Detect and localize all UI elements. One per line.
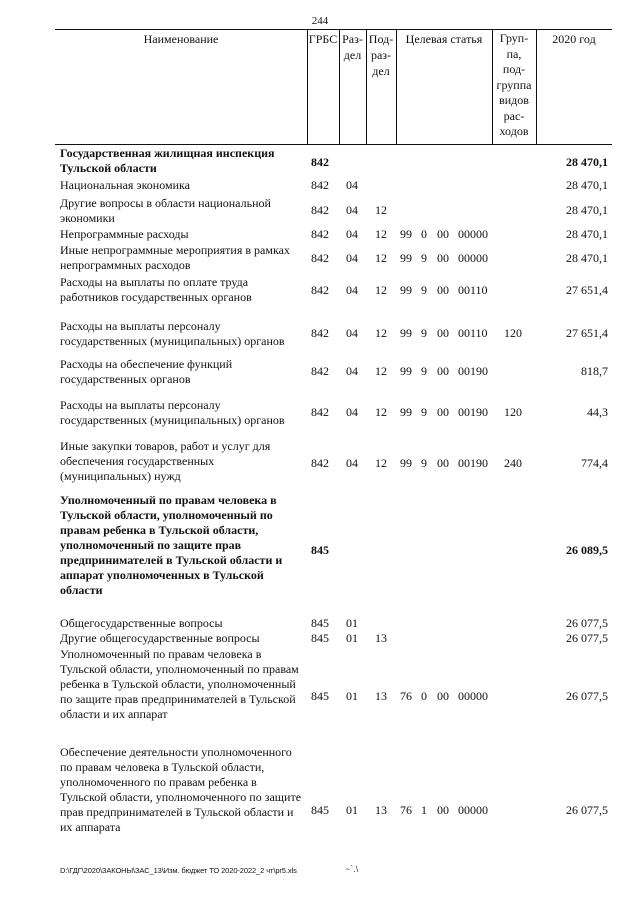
row-name: Национальная экономика bbox=[60, 178, 190, 192]
cell-razd: 04 bbox=[346, 405, 358, 419]
cell-razd: 01 bbox=[346, 803, 358, 817]
cell-grbs: 845 bbox=[311, 543, 329, 557]
cell-cs1: 76 bbox=[400, 689, 412, 703]
cell-cs4: 00000 bbox=[458, 227, 488, 241]
cell-razd: 01 bbox=[346, 616, 358, 630]
cell-podr: 12 bbox=[375, 251, 387, 265]
cell-razd: 01 bbox=[346, 631, 358, 645]
header-podrazdel: Под- раз- дел bbox=[368, 32, 394, 78]
cell-cs3: 00 bbox=[437, 227, 449, 241]
cell-razd: 04 bbox=[346, 178, 358, 192]
cell-grp: 240 bbox=[504, 456, 522, 470]
cell-cs4: 00190 bbox=[458, 456, 488, 470]
cell-sum: 774,4 bbox=[581, 456, 608, 470]
cell-grp: 120 bbox=[504, 405, 522, 419]
cell-sum: 27 651,4 bbox=[566, 326, 608, 340]
cell-razd: 04 bbox=[346, 326, 358, 340]
cell-sum: 28 470,1 bbox=[566, 251, 608, 265]
cell-razd: 04 bbox=[346, 364, 358, 378]
cell-podr: 12 bbox=[375, 227, 387, 241]
cell-sum: 26 077,5 bbox=[566, 689, 608, 703]
cell-sum: 28 470,1 bbox=[566, 227, 608, 241]
cell-cs1: 99 bbox=[400, 456, 412, 470]
cell-razd: 04 bbox=[346, 203, 358, 217]
cell-cs1: 99 bbox=[400, 251, 412, 265]
cell-grbs: 842 bbox=[311, 227, 329, 241]
cell-cs2: 0 bbox=[421, 689, 427, 703]
row-name: Иные закупки товаров, работ и услуг для обеспечения государственных (муниципальных) нужд bbox=[60, 439, 271, 483]
cell-sum: 28 470,1 bbox=[566, 203, 608, 217]
row-name: Непрограммные расходы bbox=[60, 227, 189, 241]
cell-cs4: 00110 bbox=[458, 326, 488, 340]
cell-cs3: 00 bbox=[437, 326, 449, 340]
cell-sum: 26 089,5 bbox=[566, 543, 608, 557]
cell-cs1: 99 bbox=[400, 364, 412, 378]
row-name: Государственная жилищная инспекция Тульской области bbox=[60, 146, 275, 175]
row-name: Другие общегосударственные вопросы bbox=[60, 631, 260, 645]
cell-grbs: 842 bbox=[311, 405, 329, 419]
row-name: Обеспечение деятельности уполномоченного по правам человека в Тульской области, уполномоченного по правам ребенка в Тульской области, уполномоченного по защите прав предпринимателей в Тульской области и их аппарата bbox=[60, 745, 302, 834]
header-celevaya-statya: Целевая статья bbox=[405, 32, 483, 46]
cell-cs2: 1 bbox=[421, 803, 427, 817]
cell-grbs: 845 bbox=[311, 616, 329, 630]
cell-cs1: 99 bbox=[400, 227, 412, 241]
cell-cs2: 9 bbox=[421, 364, 427, 378]
cell-cs1: 99 bbox=[400, 326, 412, 340]
cell-grbs: 845 bbox=[311, 631, 329, 645]
header-name: Наименование bbox=[143, 32, 219, 46]
cell-cs2: 0 bbox=[421, 227, 427, 241]
cell-grbs: 842 bbox=[311, 203, 329, 217]
cell-cs3: 00 bbox=[437, 803, 449, 817]
header-grbs: ГРБС bbox=[308, 32, 338, 46]
cell-cs4: 00190 bbox=[458, 364, 488, 378]
header-razdel: Раз- дел bbox=[342, 32, 363, 62]
cell-cs1: 99 bbox=[400, 405, 412, 419]
cell-podr: 12 bbox=[375, 405, 387, 419]
page-number: 244 bbox=[311, 15, 329, 27]
cell-grbs: 842 bbox=[311, 326, 329, 340]
cell-cs2: 9 bbox=[421, 283, 427, 297]
cell-podr: 12 bbox=[375, 203, 387, 217]
cell-grbs: 842 bbox=[311, 155, 329, 169]
cell-podr: 12 bbox=[375, 364, 387, 378]
cell-podr: 12 bbox=[375, 283, 387, 297]
cell-sum: 818,7 bbox=[581, 364, 608, 378]
cell-grbs: 842 bbox=[311, 364, 329, 378]
row-name: Иные непрограммные мероприятия в рамках непрограммных расходов bbox=[60, 243, 290, 272]
scribble-mark: ~`.\ bbox=[345, 864, 359, 874]
cell-cs3: 00 bbox=[437, 283, 449, 297]
cell-cs2: 9 bbox=[421, 251, 427, 265]
header-gruppa: Груп- па, под- группа видов рас- ходов bbox=[496, 31, 532, 138]
cell-cs3: 00 bbox=[437, 689, 449, 703]
cell-cs2: 9 bbox=[421, 405, 427, 419]
cell-razd: 01 bbox=[346, 689, 358, 703]
row-name: Расходы на обеспечение функций государственных органов bbox=[60, 357, 233, 386]
cell-sum: 26 077,5 bbox=[566, 616, 608, 630]
cell-podr: 12 bbox=[375, 326, 387, 340]
cell-razd: 04 bbox=[346, 283, 358, 297]
cell-sum: 27 651,4 bbox=[566, 283, 608, 297]
header-year: 2020 год bbox=[552, 32, 596, 46]
cell-sum: 28 470,1 bbox=[566, 155, 608, 169]
row-name: Расходы на выплаты персоналу государственных (муниципальных) органов bbox=[60, 398, 285, 427]
cell-cs3: 00 bbox=[437, 251, 449, 265]
cell-podr: 12 bbox=[375, 456, 387, 470]
cell-cs3: 00 bbox=[437, 456, 449, 470]
cell-grbs: 842 bbox=[311, 178, 329, 192]
cell-cs4: 00000 bbox=[458, 689, 488, 703]
cell-podr: 13 bbox=[375, 689, 387, 703]
cell-grp: 120 bbox=[504, 326, 522, 340]
cell-razd: 04 bbox=[346, 251, 358, 265]
file-path-footer: D:\ГДГ\2020\ЗАКОНЫ\ЗАС_13\Изм. бюджет ТО 2020-2022_2 чт\pr5.xls bbox=[60, 866, 297, 875]
cell-grbs: 845 bbox=[311, 803, 329, 817]
cell-grbs: 842 bbox=[311, 251, 329, 265]
cell-sum: 26 077,5 bbox=[566, 803, 608, 817]
cell-cs3: 00 bbox=[437, 364, 449, 378]
cell-cs1: 99 bbox=[400, 283, 412, 297]
cell-sum: 44,3 bbox=[587, 405, 608, 419]
cell-cs2: 9 bbox=[421, 326, 427, 340]
cell-grbs: 842 bbox=[311, 456, 329, 470]
row-name: Общегосударственные вопросы bbox=[60, 616, 223, 630]
row-name: Расходы на выплаты персоналу государственных (муниципальных) органов bbox=[60, 319, 285, 348]
cell-cs4: 00110 bbox=[458, 283, 488, 297]
cell-cs3: 00 bbox=[437, 405, 449, 419]
row-name: Другие вопросы в области национальной экономики bbox=[60, 196, 271, 225]
cell-sum: 28 470,1 bbox=[566, 178, 608, 192]
cell-cs4: 00000 bbox=[458, 803, 488, 817]
row-name: Расходы на выплаты по оплате труда работников государственных органов bbox=[60, 275, 252, 304]
cell-cs1: 76 bbox=[400, 803, 412, 817]
cell-grbs: 845 bbox=[311, 689, 329, 703]
cell-cs2: 9 bbox=[421, 456, 427, 470]
cell-podr: 13 bbox=[375, 803, 387, 817]
cell-razd: 04 bbox=[346, 456, 358, 470]
cell-grbs: 842 bbox=[311, 283, 329, 297]
row-name: Уполномоченный по правам человека в Тульской области, уполномоченный по правам ребенка в Тульской области, уполномоченный по защите прав предпринимателей в Тульской области и аппарат уполномоченных в Тульской области bbox=[60, 493, 283, 597]
cell-sum: 26 077,5 bbox=[566, 631, 608, 645]
cell-cs4: 00190 bbox=[458, 405, 488, 419]
table-header bbox=[55, 29, 612, 145]
row-name: Уполномоченный по правам человека в Тульской области, уполномоченный по правам ребенка в Тульской области, уполномоченный по защите прав предпринимателей в Тульской области и их аппарат bbox=[60, 647, 299, 721]
cell-razd: 04 bbox=[346, 227, 358, 241]
cell-cs4: 00000 bbox=[458, 251, 488, 265]
cell-podr: 13 bbox=[375, 631, 387, 645]
